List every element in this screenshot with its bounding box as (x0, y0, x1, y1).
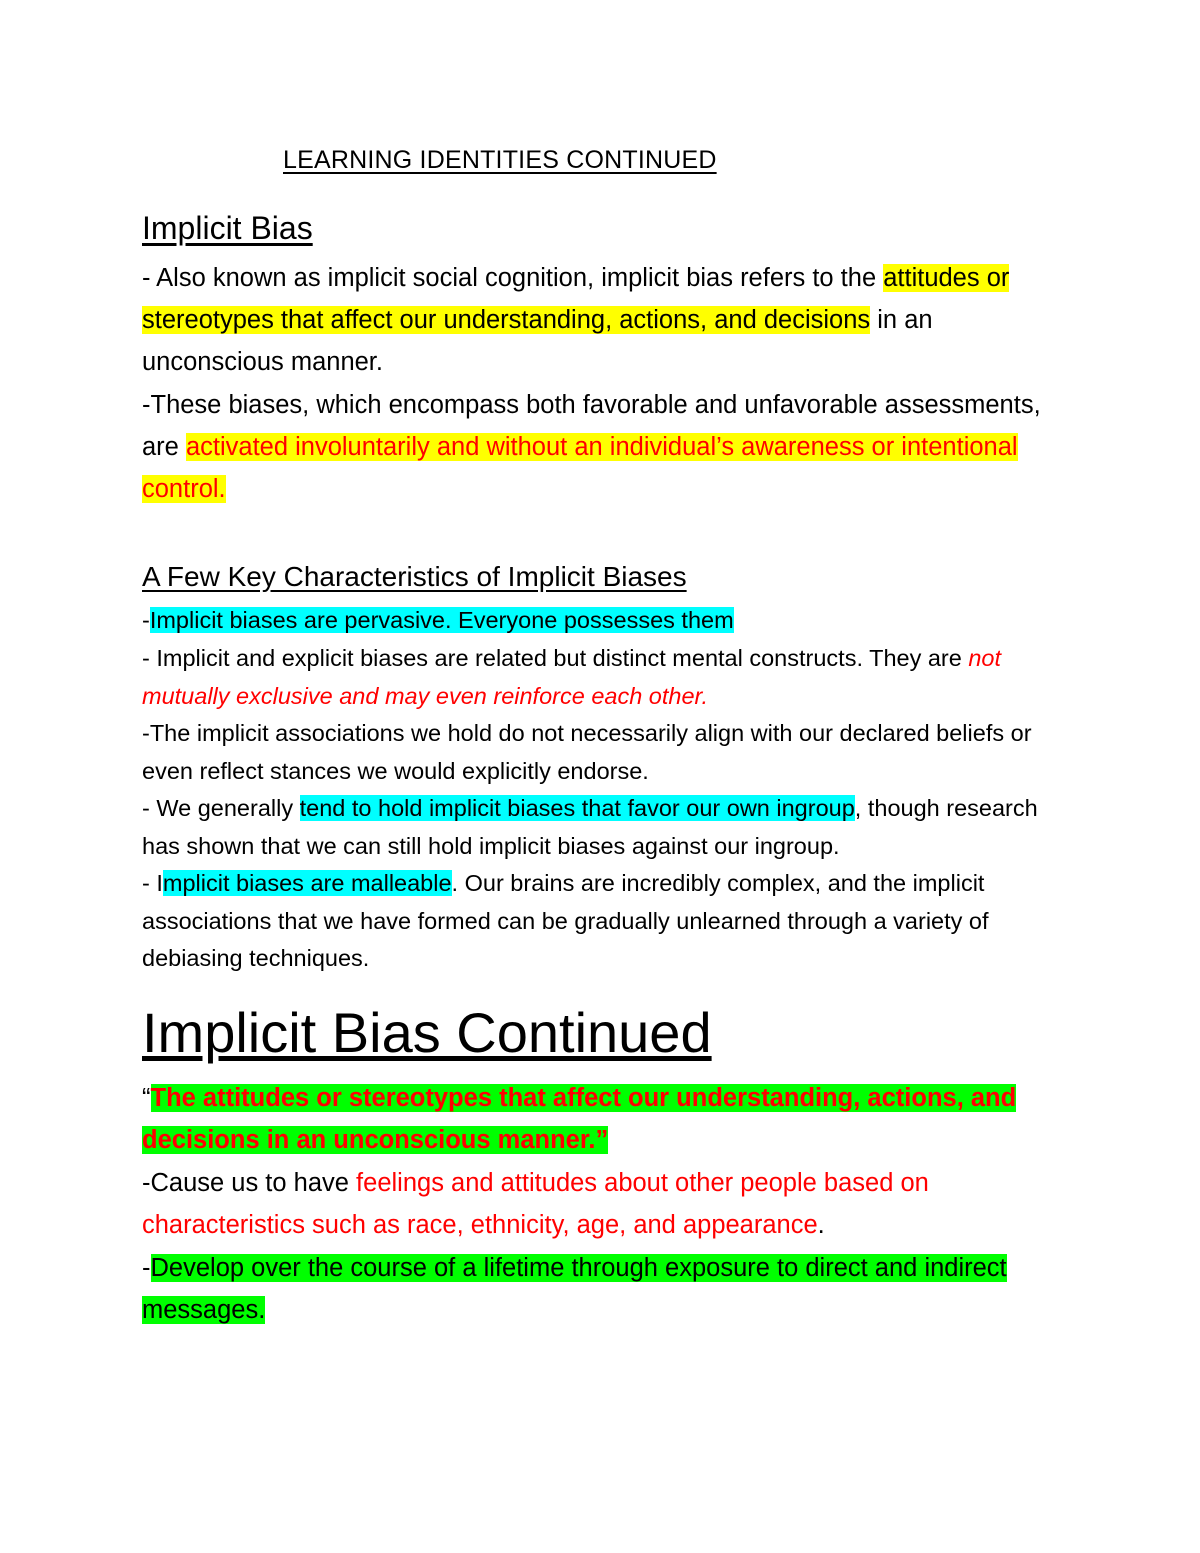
paragraph-text: . (817, 1211, 825, 1239)
quote-open: “ (142, 1084, 151, 1112)
emphasis-red: feelings and attitudes about other people based on characteristics such as race, ethnicity, age, and appearance (142, 1169, 929, 1239)
paragraph-text: - (142, 1254, 151, 1282)
bullet-dash: - (142, 607, 150, 633)
paragraph-text: - Implicit and explicit biases are related but distinct mental constructs. They are (142, 645, 969, 671)
highlight-cyan: Implicit biases are pervasive. Everyone possesses them (149, 607, 734, 633)
paragraph-text: . Our brains are incredibly complex, and the implicit associations that we have formed can be gradually unlearned through a variety of debiasing techniques. (142, 870, 989, 971)
highlight-green-quote: The attitudes or stereotypes that affect our understanding, actions, and decisions in an unconscious manner.” (142, 1084, 1017, 1154)
bullet-pervasive (142, 602, 1072, 640)
heading-key-characteristics: A Few Key Characteristics of Implicit Biases (142, 561, 687, 592)
quote-definition (142, 1077, 1072, 1161)
paragraph-feelings (142, 1162, 1072, 1246)
paragraph-text: -These biases, which encompass both favorable and unfavorable assessments, are (142, 391, 1041, 461)
bullet-ingroup (142, 790, 1072, 865)
heading-implicit-bias: Implicit Bias (142, 210, 313, 246)
bullet-related-distinct (142, 640, 1072, 715)
highlight-green: Develop over the course of a lifetime through exposure to direct and indirect messages. (142, 1254, 1007, 1324)
paragraph-text: - We generally (142, 795, 300, 821)
paragraph-text: -The implicit associations we hold do not necessarily align with our declared beliefs or even reflect stances we would explicitly endorse. (142, 720, 1032, 784)
paragraph-text: in an unconscious manner. (142, 306, 933, 376)
highlight-cyan: mplicit biases are malleable (162, 870, 452, 896)
paragraph-develop (142, 1247, 1072, 1331)
bullet-malleable (142, 865, 1072, 978)
highlight-yellow-red: activated involuntarily and without an individual’s awareness or intentional control. (142, 433, 1018, 503)
emphasis-red-italic: not mutually exclusive and may even reinforce each other. (142, 645, 1002, 709)
highlight-cyan: tend to hold implicit biases that favor our own ingroup (299, 795, 855, 821)
paragraph-activation (142, 384, 1072, 510)
paragraph-text: , though research has shown that we can still hold implicit biases against our ingroup. (142, 795, 1038, 859)
document-title: LEARNING IDENTITIES CONTINUED (283, 146, 717, 174)
highlight-yellow: attitudes or stereotypes that affect our understanding, actions, and decisions (142, 264, 1010, 334)
paragraph-text: -Cause us to have (142, 1169, 357, 1197)
paragraph-text: - Also known as implicit social cognition, implicit bias refers to the (142, 264, 884, 292)
paragraph-definition (142, 257, 1072, 383)
paragraph-text: - I (142, 870, 163, 896)
heading-implicit-bias-continued: Implicit Bias Continued (142, 1001, 712, 1064)
bullet-associations (142, 715, 1072, 790)
